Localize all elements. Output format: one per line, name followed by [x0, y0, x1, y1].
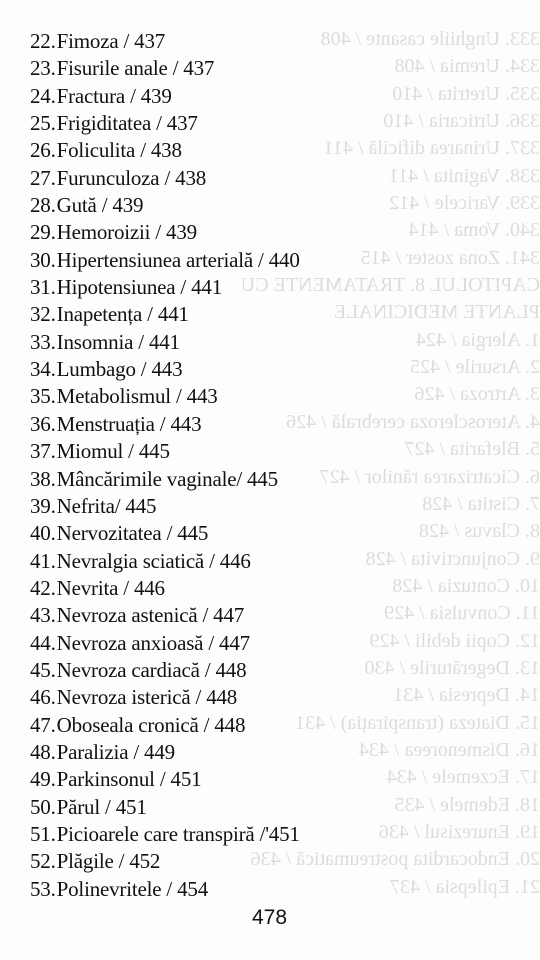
- bleed-through-line: 15. Diateza (transpirația) / 431: [295, 711, 540, 734]
- toc-entry-number: 39.: [30, 493, 56, 518]
- bleed-through-line: 8. Clavus / 428: [418, 520, 540, 543]
- bleed-through-line: 339. Varicele / 412: [389, 192, 540, 215]
- toc-entry-title: Foliculita / 438: [56, 138, 182, 163]
- toc-entry-number: 41.: [30, 548, 56, 573]
- toc-entry: [30, 301, 300, 328]
- toc-entry-number: 38.: [30, 466, 56, 491]
- toc-entry: [30, 28, 300, 55]
- toc-entry: [30, 383, 300, 410]
- bleed-through-line: 5. Blefarita / 427: [404, 438, 540, 461]
- bleed-through-line: 13. Degerăturile / 430: [364, 656, 540, 679]
- bleed-through-line: 16. Dismenoreea / 434: [358, 738, 540, 761]
- toc-entry: [30, 876, 300, 903]
- bleed-through-line: 340. Voma / 414: [408, 219, 540, 242]
- toc-entry-number: 50.: [30, 794, 56, 819]
- toc-entry-title: Frigiditatea / 437: [56, 111, 198, 136]
- bleed-through-line: 333. Unghiile casante / 408: [320, 28, 540, 50]
- toc-entry-number: 52.: [30, 849, 56, 874]
- toc-entry-title: Plăgile / 452: [56, 849, 161, 874]
- toc-entry: [30, 548, 300, 575]
- toc-entry-title: Nevroza anxioasă / 447: [56, 630, 250, 655]
- toc-entry: [30, 575, 300, 602]
- bleed-through-line: 19. Enurezisul / 436: [378, 820, 540, 843]
- toc-entry-number: 23.: [30, 56, 56, 81]
- toc-entry: [30, 192, 300, 219]
- toc-entry-title: Menstruația / 443: [56, 411, 202, 436]
- toc-entry: [30, 821, 300, 848]
- bleed-through-line: 6. Cicatrizarea rănilor / 427: [319, 465, 540, 488]
- toc-entry: [30, 438, 300, 465]
- toc-entry-title: Nevralgia sciatică / 446: [56, 548, 251, 573]
- toc-entry-title: Hemoroizii / 439: [56, 220, 197, 245]
- toc-entry-title: Fisurile anale / 437: [56, 56, 215, 81]
- toc-entry: [30, 83, 300, 110]
- bleed-through-text: [240, 26, 540, 901]
- toc-entry-number: 22.: [30, 29, 56, 53]
- toc-entry-number: 40.: [30, 521, 56, 546]
- toc-entry-number: 48.: [30, 739, 56, 764]
- bleed-through-line: 11. Convulsia / 429: [384, 602, 540, 625]
- toc-entry-number: 36.: [30, 411, 56, 436]
- toc-entry-title: Miomul / 445: [56, 439, 170, 464]
- toc-entry: [30, 712, 300, 739]
- toc-entry: [30, 493, 300, 520]
- bleed-through-line: 338. Vaginita / 411: [388, 164, 540, 187]
- toc-entry-title: Fractura / 439: [56, 83, 172, 108]
- toc-entry-title: Oboseala cronică / 448: [56, 712, 246, 737]
- toc-entry-number: 42.: [30, 575, 56, 600]
- toc-entry-number: 34.: [30, 357, 56, 382]
- toc-entry-title: Părul / 451: [56, 794, 147, 819]
- toc-entry: [30, 356, 300, 383]
- toc-entry: [30, 466, 300, 493]
- toc-entry: [30, 520, 300, 547]
- toc-entry-title: Hipotensiunea / 441: [56, 275, 222, 300]
- toc-entry: [30, 247, 300, 274]
- toc-entry: [30, 274, 300, 301]
- toc-entry-number: 37.: [30, 439, 56, 464]
- toc-entry: [30, 684, 300, 711]
- toc-entry-title: Polinevritele / 454: [56, 876, 208, 901]
- bleed-through-line: 7. Cistita / 428: [422, 492, 540, 515]
- toc-entry-title: Inapetența / 441: [56, 302, 189, 327]
- toc-entry: [30, 329, 300, 356]
- toc-entry: [30, 602, 300, 629]
- toc-entry-title: Nevroza isterică / 448: [56, 685, 238, 710]
- toc-entry: [30, 794, 300, 821]
- toc-entry-title: Fimoza / 437: [56, 29, 166, 53]
- toc-entry: [30, 165, 300, 192]
- toc-entry-title: Parkinsonul / 451: [56, 767, 202, 792]
- toc-entry-number: 25.: [30, 111, 56, 136]
- toc-entry-number: 46.: [30, 685, 56, 710]
- toc-entry-number: 47.: [30, 712, 56, 737]
- toc-entry-number: 49.: [30, 767, 56, 792]
- toc-entry-title: Mâncărimile vaginale/ 445: [56, 466, 278, 491]
- toc-entry: [30, 55, 300, 82]
- toc-entry-title: Nevroza astenică / 447: [56, 603, 245, 628]
- toc-entry: [30, 848, 300, 875]
- bleed-through-line: 336. Urticaria / 410: [383, 110, 540, 133]
- toc-entry-number: 26.: [30, 138, 56, 163]
- toc-entry: [30, 630, 300, 657]
- bleed-through-line: 17. Eczemele / 434: [386, 766, 540, 789]
- toc-entry-title: Hipertensiunea arterială / 440: [56, 247, 300, 272]
- bleed-through-line: 18. Edemele / 435: [394, 793, 540, 816]
- toc-entry-number: 27.: [30, 165, 56, 190]
- toc-entry-number: 45.: [30, 657, 56, 682]
- toc-entry-number: 28.: [30, 193, 56, 218]
- toc-entry: [30, 110, 300, 137]
- toc-entry-title: Furunculoza / 438: [56, 165, 207, 190]
- bleed-through-line: 21. Epilepsia / 437: [390, 875, 540, 898]
- toc-entry-number: 32.: [30, 302, 56, 327]
- toc-entry: [30, 657, 300, 684]
- bleed-through-line: 9. Conjunctivita / 428: [365, 547, 540, 570]
- bleed-through-line: PLANTE MEDICINALE: [333, 301, 540, 324]
- toc-entry: [30, 411, 300, 438]
- toc-entry-number: 43.: [30, 603, 56, 628]
- toc-entry: [30, 219, 300, 246]
- toc-entry-number: 30.: [30, 247, 56, 272]
- page-number: 478: [251, 906, 288, 929]
- toc-entry: [30, 739, 300, 766]
- bleed-through-line: 334. Uremia / 408: [394, 55, 540, 78]
- toc-entry-number: 24.: [30, 83, 56, 108]
- bleed-through-line: 337. Urinarea dificilă / 411: [323, 137, 540, 160]
- bleed-through-line: CAPITOLUL 8. TRATAMENTE CU: [240, 274, 540, 297]
- bleed-through-line: 10. Contuzia / 428: [392, 574, 540, 597]
- toc-entry-title: Gută / 439: [56, 193, 144, 218]
- toc-entry-number: 51.: [30, 821, 56, 846]
- bleed-through-line: 1. Alergia / 424: [415, 328, 540, 351]
- toc-entry: [30, 137, 300, 164]
- bleed-through-line: 14. Depresia / 431: [393, 684, 540, 707]
- toc-entry-title: Insomnia / 441: [56, 329, 180, 354]
- toc-entry-number: 53.: [30, 876, 56, 901]
- bleed-through-line: 2. Arsurile / 425: [410, 356, 540, 379]
- toc-entry-number: 33.: [30, 329, 56, 354]
- toc-entry-title: Lumbago / 443: [56, 357, 183, 382]
- bleed-through-line: 20. Endocardita postreumatică / 436: [250, 848, 540, 871]
- bleed-through-line: 335. Uretrita / 410: [392, 82, 540, 105]
- bleed-through-line: 3. Artroza / 426: [414, 383, 540, 406]
- toc-entry-title: Nefrita/ 445: [56, 493, 157, 518]
- toc-entry-title: Metabolismul / 443: [56, 384, 218, 409]
- bleed-through-line: 12. Copii debili / 429: [369, 629, 540, 652]
- toc-entry-title: Paralizia / 449: [56, 739, 175, 764]
- toc-entry-title: Nevrita / 446: [56, 575, 165, 600]
- toc-entry-title: Nevroza cardiacă / 448: [56, 657, 247, 682]
- bleed-through-line: 341. Zona zoster / 415: [360, 246, 540, 269]
- toc-entry: [30, 766, 300, 793]
- table-of-contents: [30, 28, 300, 903]
- toc-entry-number: 44.: [30, 630, 56, 655]
- toc-entry-number: 29.: [30, 220, 56, 245]
- bleed-through-line: 4. Ateroscleroza cerebrală / 426: [286, 410, 540, 433]
- toc-entry-title: Nervozitatea / 445: [56, 521, 209, 546]
- toc-entry-number: 31.: [30, 275, 56, 300]
- toc-entry-number: 35.: [30, 384, 56, 409]
- toc-entry-title: Picioarele care transpiră /'451: [56, 821, 300, 846]
